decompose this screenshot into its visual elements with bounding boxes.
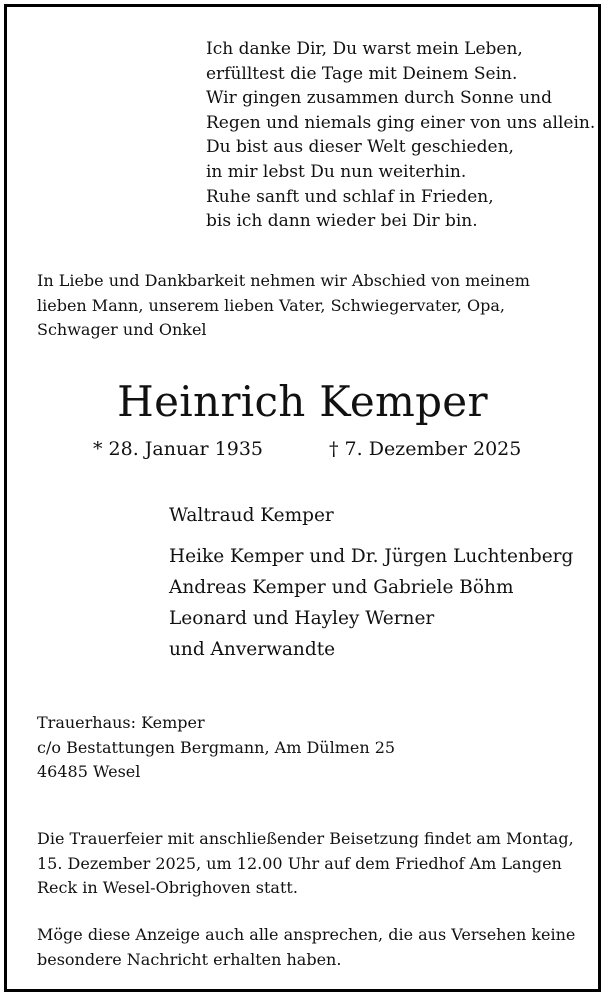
address-line: 46485 Wesel: [37, 762, 141, 781]
poem: [206, 37, 596, 234]
intro-line: In Liebe und Dankbarkeit nehmen wir Abschied von meinem: [37, 271, 530, 290]
poem-line: bis ich dann wieder bei Dir bin.: [206, 211, 478, 232]
ceremony-line: Reck in Wesel-Obrighoven statt.: [37, 878, 298, 897]
mourning-house-address: [37, 711, 577, 785]
family-member: und Anverwandte: [169, 639, 336, 660]
intro-line: Schwager und Onkel: [37, 320, 207, 339]
family-member: Andreas Kemper und Gabriele Böhm: [169, 577, 514, 598]
address-line: Trauerhaus: Kemper: [37, 713, 205, 732]
intro-line: lieben Mann, unserem lieben Vater, Schwiegervater, Opa,: [37, 295, 505, 315]
ceremony-line: 15. Dezember 2025, um 12.00 Uhr auf dem Friedhof Am Langen: [37, 853, 562, 873]
funeral-ceremony-info: [37, 827, 577, 901]
intro-text: [37, 269, 577, 343]
poem-line: erfülltest die Tage mit Deinem Sein.: [206, 63, 518, 84]
note-line: besondere Nachricht erhalten haben.: [37, 949, 342, 969]
family-member: Heike Kemper und Dr. Jürgen Luchtenberg: [169, 546, 574, 567]
address-line: c/o Bestattungen Bergmann, Am Dülmen 25: [37, 737, 396, 757]
family-member: Leonard und Hayley Werner: [169, 608, 435, 629]
poem-line: in mir lebst Du nun weiterhin.: [206, 161, 467, 182]
poem-line: Ich danke Dir, Du warst mein Leben,: [206, 39, 523, 59]
death-date: † 7. Dezember 2025: [329, 438, 522, 460]
birth-date: * 28. Januar 1935: [93, 438, 264, 460]
poem-line: Du bist aus dieser Welt geschieden,: [206, 137, 514, 158]
closing-note: [37, 923, 577, 972]
obituary-notice: [4, 4, 601, 992]
spouse-name: Waltraud Kemper: [169, 505, 334, 526]
family-list: [169, 501, 589, 665]
note-line: Möge diese Anzeige auch alle ansprechen, die aus Versehen keine: [37, 925, 576, 944]
deceased-name: Heinrich Kemper: [117, 377, 488, 426]
poem-line: Wir gingen zusammen durch Sonne und: [206, 88, 552, 109]
ceremony-line: Die Trauerfeier mit anschließender Beisetzung findet am Montag,: [37, 829, 574, 848]
poem-line: Ruhe sanft und schlaf in Frieden,: [206, 186, 494, 207]
poem-line: Regen und niemals ging einer von uns allein.: [206, 112, 596, 133]
